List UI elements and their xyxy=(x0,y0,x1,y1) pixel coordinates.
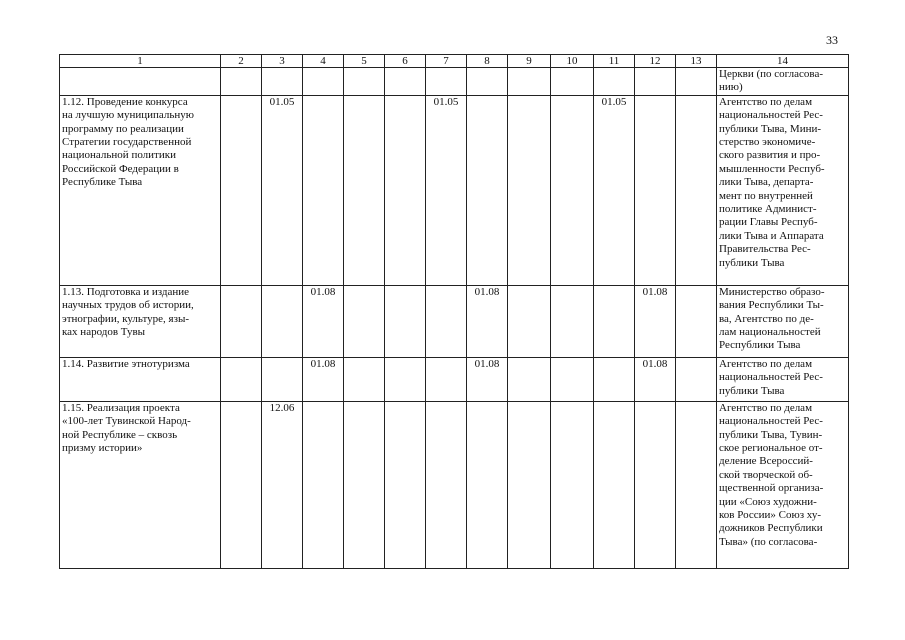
date-cell xyxy=(551,285,594,357)
column-header-11: 11 xyxy=(594,55,635,68)
date-cell xyxy=(594,357,635,401)
date-cell xyxy=(344,95,385,285)
date-cell xyxy=(303,95,344,285)
measure-name-cell xyxy=(60,68,221,96)
date-cell xyxy=(344,285,385,357)
table-row xyxy=(60,285,849,357)
table-row xyxy=(60,401,849,568)
measure-name-cell: 1.12. Проведение конкурса на лучшую муниципальную программу по реализации Стратегии государственной национальной политики Российской Федерации в Республике Тыва xyxy=(60,95,221,285)
responsible-cell: Агентство по делам национальностей Рес- публики Тыва xyxy=(717,357,849,401)
date-cell xyxy=(508,95,551,285)
table-body xyxy=(60,68,849,569)
date-cell xyxy=(385,357,426,401)
date-cell xyxy=(221,95,262,285)
column-header-7: 7 xyxy=(426,55,467,68)
date-cell xyxy=(676,357,717,401)
date-cell xyxy=(551,357,594,401)
date-cell xyxy=(594,68,635,96)
measure-name-cell: 1.15. Реализация проекта «100-лет Тувинской Народ- ной Республике – сквозь призму истории» xyxy=(60,401,221,568)
column-header-13: 13 xyxy=(676,55,717,68)
date-cell xyxy=(676,285,717,357)
date-cell xyxy=(426,68,467,96)
column-header-4: 4 xyxy=(303,55,344,68)
date-cell: 01.08 xyxy=(467,357,508,401)
date-cell xyxy=(426,357,467,401)
date-cell xyxy=(676,68,717,96)
date-cell xyxy=(551,95,594,285)
date-cell xyxy=(508,357,551,401)
date-cell xyxy=(676,401,717,568)
measure-name-cell: 1.14. Развитие этнотуризма xyxy=(60,357,221,401)
date-cell xyxy=(508,68,551,96)
table-row xyxy=(60,95,849,285)
date-cell: 12.06 xyxy=(262,401,303,568)
header-row xyxy=(60,55,849,68)
date-cell xyxy=(467,95,508,285)
column-header-12: 12 xyxy=(635,55,676,68)
column-header-3: 3 xyxy=(262,55,303,68)
responsible-cell: Агентство по делам национальностей Рес- публики Тыва, Тувин- ское региональное от- деление Всероссий- ской творческой об- щественной организа- ции «Союз художни- ков России» Союз ху- дожников Республики Тыва» (по согласова- xyxy=(717,401,849,568)
date-cell: 01.08 xyxy=(303,357,344,401)
date-cell xyxy=(385,68,426,96)
date-cell xyxy=(262,357,303,401)
date-cell xyxy=(551,401,594,568)
measure-name-cell: 1.13. Подготовка и издание научных трудов об истории, этнографии, культуре, язы- ках народов Тувы xyxy=(60,285,221,357)
column-header-1: 1 xyxy=(60,55,221,68)
date-cell xyxy=(508,401,551,568)
responsible-cell: Министерство образо- вания Республики Ты- ва, Агентство по де- лам национальностей Республики Тыва xyxy=(717,285,849,357)
date-cell: 01.05 xyxy=(262,95,303,285)
date-cell xyxy=(221,401,262,568)
date-cell xyxy=(426,401,467,568)
date-cell xyxy=(262,68,303,96)
date-cell xyxy=(467,68,508,96)
date-cell: 01.08 xyxy=(635,285,676,357)
date-cell xyxy=(551,68,594,96)
date-cell xyxy=(221,68,262,96)
responsible-cell: Агентство по делам национальностей Рес- публики Тыва, Мини- стерство экономиче- ского развития и про- мышленности Респуб- лики Тыва, департа- мент по внутренней политике Админист- рации Главы Респуб- лики Тыва и Аппарата Правительства Рес- публики Тыва xyxy=(717,95,849,285)
date-cell xyxy=(262,285,303,357)
date-cell xyxy=(344,401,385,568)
date-cell: 01.05 xyxy=(594,95,635,285)
date-cell xyxy=(676,95,717,285)
column-header-9: 9 xyxy=(508,55,551,68)
date-cell: 01.08 xyxy=(467,285,508,357)
date-cell xyxy=(508,285,551,357)
date-cell xyxy=(303,401,344,568)
date-cell xyxy=(221,285,262,357)
column-header-6: 6 xyxy=(385,55,426,68)
date-cell xyxy=(635,68,676,96)
date-cell xyxy=(303,68,344,96)
date-cell: 01.08 xyxy=(635,357,676,401)
table-row xyxy=(60,68,849,96)
date-cell xyxy=(594,401,635,568)
column-header-5: 5 xyxy=(344,55,385,68)
date-cell xyxy=(426,285,467,357)
column-header-10: 10 xyxy=(551,55,594,68)
date-cell xyxy=(594,285,635,357)
date-cell xyxy=(635,95,676,285)
table-row xyxy=(60,357,849,401)
date-cell xyxy=(385,95,426,285)
date-cell xyxy=(385,285,426,357)
date-cell xyxy=(467,401,508,568)
date-cell xyxy=(635,401,676,568)
date-cell xyxy=(344,357,385,401)
date-cell xyxy=(344,68,385,96)
column-header-8: 8 xyxy=(467,55,508,68)
page-number: 33 xyxy=(826,33,838,47)
responsible-cell: Церкви (по согласова- нию) xyxy=(717,68,849,96)
date-cell: 01.05 xyxy=(426,95,467,285)
column-header-2: 2 xyxy=(221,55,262,68)
date-cell xyxy=(221,357,262,401)
date-cell xyxy=(385,401,426,568)
date-cell: 01.08 xyxy=(303,285,344,357)
plan-table xyxy=(59,54,849,569)
column-header-14: 14 xyxy=(717,55,849,68)
